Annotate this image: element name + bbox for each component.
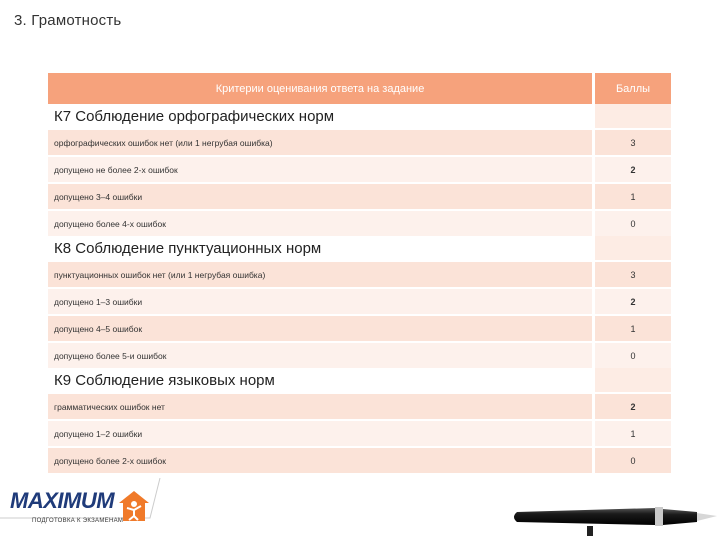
points-value: 0	[594, 342, 672, 368]
table-row	[48, 315, 671, 342]
slide-title: 3. Грамотность	[14, 12, 122, 29]
table-row	[48, 183, 671, 210]
criterion-text: орфографических ошибок нет (или 1 негрубая ошибка)	[48, 129, 594, 156]
criterion-text: допущено более 2-х ошибок	[48, 447, 594, 473]
fountain-pen-icon	[505, 490, 720, 538]
criterion-text: допущено 4–5 ошибок	[48, 315, 594, 342]
points-value: 0	[594, 210, 672, 236]
section-row	[48, 368, 671, 393]
table-row	[48, 420, 671, 447]
criterion-text: допущено более 4-х ошибок	[48, 210, 594, 236]
section-points-cell	[594, 104, 672, 129]
section-title: К8 Соблюдение пунктуационных норм	[48, 236, 594, 261]
section-row	[48, 104, 671, 129]
section-title: К7 Соблюдение орфографических норм	[48, 104, 594, 129]
maximum-logo	[10, 488, 150, 532]
points-value: 2	[594, 288, 672, 315]
criterion-text: допущено 3–4 ошибки	[48, 183, 594, 210]
section-points-cell	[594, 368, 672, 393]
logo-word: MAXIMUM	[10, 488, 115, 513]
section-points-cell	[594, 236, 672, 261]
points-value: 3	[594, 261, 672, 288]
header-points: Баллы	[594, 73, 672, 104]
table-row	[48, 288, 671, 315]
table-row	[48, 447, 671, 473]
table-header-row	[48, 73, 671, 104]
criterion-text: допущено 1–2 ошибки	[48, 420, 594, 447]
points-value: 1	[594, 315, 672, 342]
points-value: 1	[594, 183, 672, 210]
section-title: К9 Соблюдение языковых норм	[48, 368, 594, 393]
criterion-text: допущено более 5-и ошибок	[48, 342, 594, 368]
points-value: 1	[594, 420, 672, 447]
header-criteria: Критерии оценивания ответа на задание	[48, 73, 594, 104]
points-value: 3	[594, 129, 672, 156]
table-row	[48, 210, 671, 236]
logo-subtitle: ПОДГОТОВКА К ЭКЗАМЕНАМ	[32, 518, 124, 524]
table-row	[48, 129, 671, 156]
criterion-text: пунктуационных ошибок нет (или 1 негрубая ошибка)	[48, 261, 594, 288]
points-value: 2	[594, 156, 672, 183]
points-value: 2	[594, 393, 672, 420]
criteria-table	[48, 73, 671, 473]
criterion-text: грамматических ошибок нет	[48, 393, 594, 420]
table-row	[48, 393, 671, 420]
table-row	[48, 342, 671, 368]
criterion-text: допущено не более 2-х ошибок	[48, 156, 594, 183]
criterion-text: допущено 1–3 ошибки	[48, 288, 594, 315]
table-row	[48, 156, 671, 183]
table-row	[48, 261, 671, 288]
section-row	[48, 236, 671, 261]
points-value: 0	[594, 447, 672, 473]
table-body	[48, 104, 671, 473]
